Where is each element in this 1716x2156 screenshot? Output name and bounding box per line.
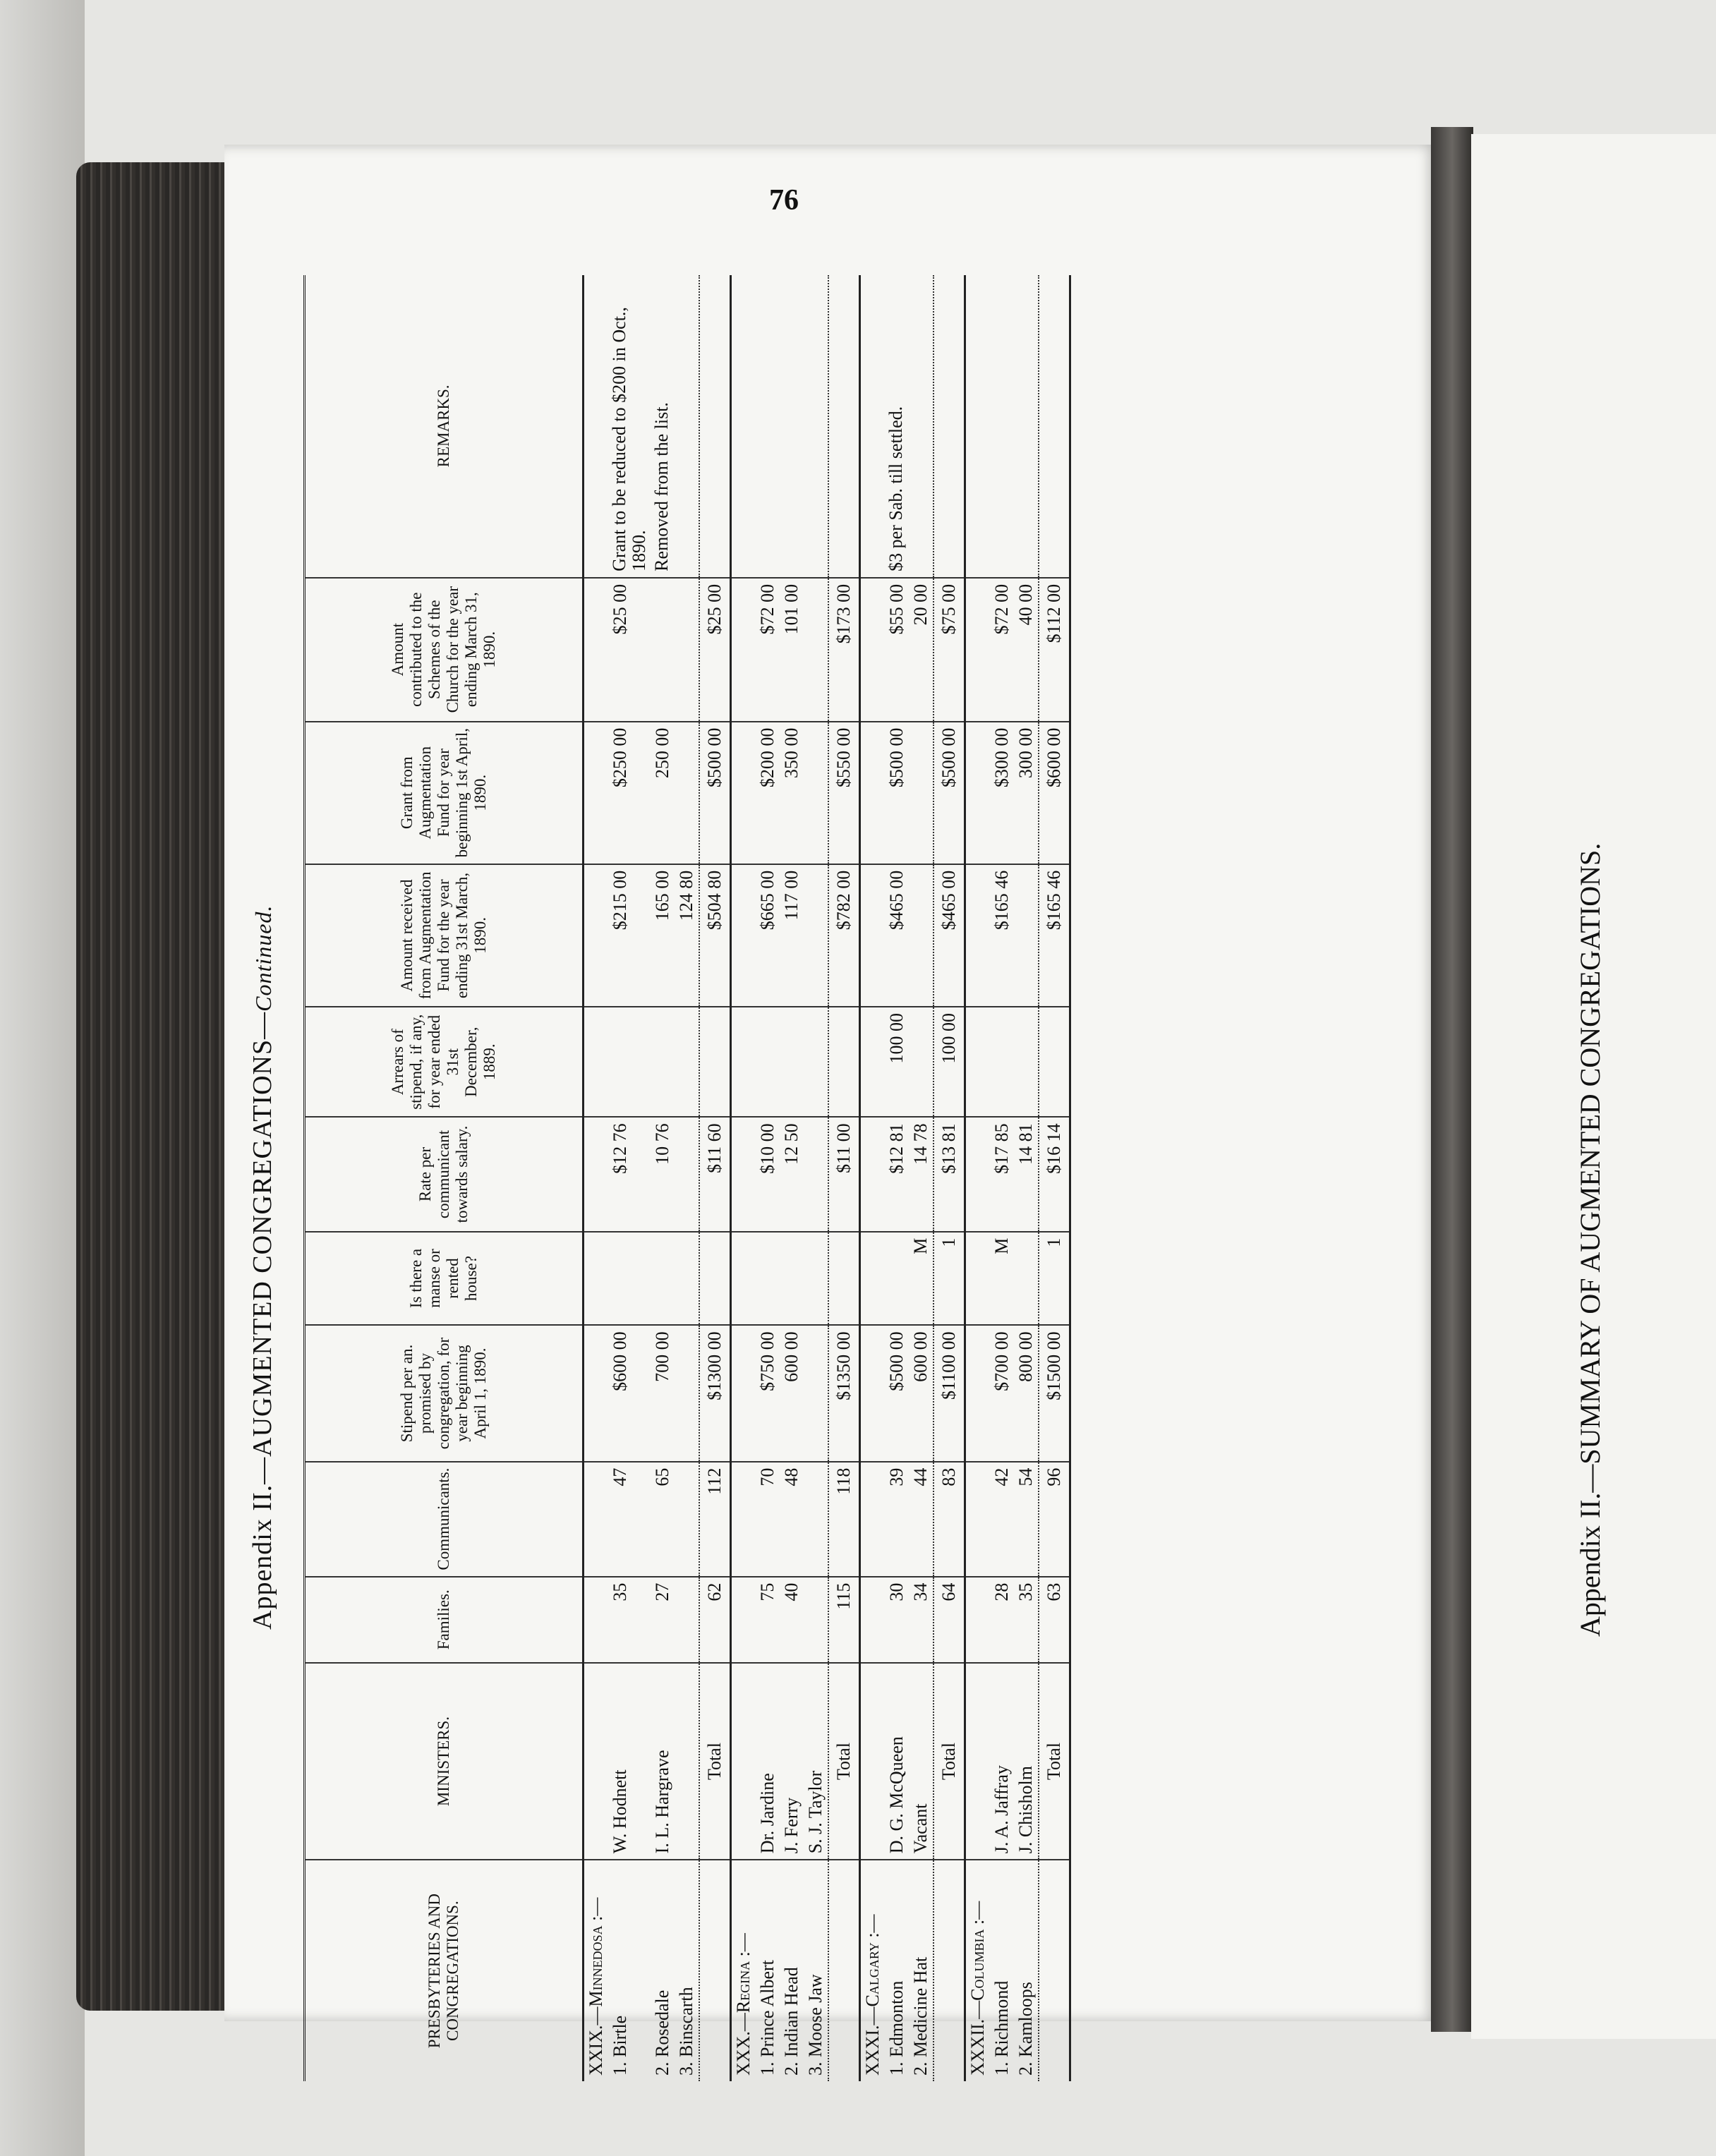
table-row bbox=[990, 275, 1014, 2081]
table-cell: 800 00 bbox=[1014, 1325, 1039, 1461]
table-cell: 40 00 bbox=[1014, 578, 1039, 722]
table-row bbox=[608, 275, 651, 2081]
empty-cell bbox=[731, 1007, 756, 1117]
rotated-table-region bbox=[240, 275, 1369, 2081]
table-cell bbox=[990, 1007, 1014, 1117]
total-cell: $1100 00 bbox=[933, 1325, 965, 1461]
table-cell: 700 00 bbox=[651, 1325, 675, 1461]
total-label: Total bbox=[933, 1663, 965, 1860]
total-cell: 1 bbox=[933, 1232, 965, 1326]
empty-cell bbox=[965, 722, 991, 864]
empty-cell bbox=[965, 275, 991, 578]
table-cell: M bbox=[990, 1232, 1014, 1326]
table-cell: $12 76 bbox=[608, 1117, 651, 1231]
presbytery-row bbox=[860, 275, 886, 2081]
total-cell: 62 bbox=[699, 1577, 731, 1663]
table-cell: $250 00 bbox=[608, 722, 651, 864]
table-cell: 12 50 bbox=[780, 1117, 804, 1231]
empty-cell bbox=[584, 1232, 609, 1326]
table-cell: 300 00 bbox=[1014, 722, 1039, 864]
table-cell bbox=[780, 1007, 804, 1117]
total-cell: $173 00 bbox=[828, 578, 860, 722]
table-cell bbox=[804, 578, 828, 722]
table-cell: 14 81 bbox=[1014, 1117, 1039, 1231]
table-cell: $300 00 bbox=[990, 722, 1014, 864]
empty-cell bbox=[584, 1007, 609, 1117]
column-header: Is there a manse or rented house? bbox=[305, 1232, 584, 1326]
total-cell: 83 bbox=[933, 1462, 965, 1577]
empty-cell bbox=[860, 1577, 886, 1663]
empty-cell bbox=[965, 578, 991, 722]
table-cell: 2. Indian Head bbox=[781, 1967, 802, 2076]
table-cell: D. G. McQueen bbox=[885, 1663, 909, 1860]
table-cell bbox=[804, 722, 828, 864]
empty-cell bbox=[1039, 1860, 1070, 2081]
table-cell: Vacant bbox=[909, 1663, 933, 1860]
table-cell: 3. Binscarth bbox=[676, 1987, 696, 2076]
table-cell bbox=[675, 1007, 699, 1117]
page-number: 76 bbox=[769, 184, 799, 217]
table-cell bbox=[675, 722, 699, 864]
augmented-congregations-table bbox=[303, 275, 1071, 2081]
table-cell: 70 bbox=[756, 1462, 780, 1577]
table-cell: M bbox=[909, 1232, 933, 1326]
empty-cell bbox=[860, 1232, 886, 1326]
table-cell bbox=[1014, 1007, 1039, 1117]
table-cell: 39 bbox=[885, 1462, 909, 1577]
empty-cell bbox=[860, 1117, 886, 1231]
empty-cell bbox=[584, 578, 609, 722]
presbytery-row bbox=[965, 275, 991, 2081]
table-cell: $55 00 bbox=[885, 578, 909, 722]
empty-cell bbox=[860, 864, 886, 1007]
empty-cell bbox=[731, 1462, 756, 1577]
empty-cell bbox=[731, 275, 756, 578]
total-cell: $782 00 bbox=[828, 864, 860, 1007]
table-cell bbox=[1014, 1232, 1039, 1326]
table-cell: $665 00 bbox=[756, 864, 780, 1007]
table-cell: 1. Birtle bbox=[610, 2015, 630, 2076]
empty-cell bbox=[933, 1860, 965, 2081]
table-cell: 35 bbox=[608, 1577, 651, 1663]
total-cell: 118 bbox=[828, 1462, 860, 1577]
table-cell bbox=[909, 722, 933, 864]
empty-cell bbox=[584, 1462, 609, 1577]
table-row bbox=[909, 275, 933, 2081]
table-cell: 47 bbox=[608, 1462, 651, 1577]
table-row bbox=[675, 275, 699, 2081]
table-cell: 10 76 bbox=[651, 1117, 675, 1231]
table-cell: 75 bbox=[756, 1577, 780, 1663]
column-header: Stipend per an. promised by congregation, for year beginning April 1, 1890. bbox=[305, 1325, 584, 1461]
table-cell bbox=[675, 578, 699, 722]
table-cell bbox=[1014, 275, 1039, 578]
total-cell: $504 80 bbox=[699, 864, 731, 1007]
table-cell bbox=[780, 275, 804, 578]
presbytery-row bbox=[584, 275, 609, 2081]
table-cell bbox=[651, 1007, 675, 1117]
table-cell bbox=[675, 1663, 699, 1860]
table-cell bbox=[675, 1232, 699, 1326]
column-header: Rate per communicant towards salary. bbox=[305, 1117, 584, 1231]
table-cell: $72 00 bbox=[756, 578, 780, 722]
table-cell bbox=[675, 1462, 699, 1577]
table-cell: $465 00 bbox=[885, 864, 909, 1007]
total-cell: 1 bbox=[1039, 1232, 1070, 1326]
empty-cell bbox=[965, 1663, 991, 1860]
table-cell bbox=[651, 1232, 675, 1326]
table-cell: 1. Prince Albert bbox=[757, 1960, 778, 2076]
table-cell bbox=[675, 1117, 699, 1231]
column-header: Grant from Augmentation Fund for year beginning 1st April, 1890. bbox=[305, 722, 584, 864]
table-cell: 28 bbox=[990, 1577, 1014, 1663]
table-cell: 3. Moose Jaw bbox=[805, 1974, 826, 2076]
table-cell: 165 00 bbox=[651, 864, 675, 1007]
empty-cell bbox=[860, 1462, 886, 1577]
table-cell: 54 bbox=[1014, 1462, 1039, 1577]
table-cell: I. L. Hargrave bbox=[651, 1663, 675, 1860]
empty-cell bbox=[860, 1663, 886, 1860]
table-cell: 34 bbox=[909, 1577, 933, 1663]
table-cell: S. J. Taylor bbox=[804, 1663, 828, 1860]
table-cell: $165 46 bbox=[990, 864, 1014, 1007]
empty-cell bbox=[584, 722, 609, 864]
total-row bbox=[933, 275, 965, 2081]
table-cell: $700 00 bbox=[990, 1325, 1014, 1461]
column-header: Amount contributed to the Schemes of the Church for the year ending March 31, 1890. bbox=[305, 578, 584, 722]
empty-cell bbox=[1039, 275, 1070, 578]
presbytery-name: XXIX.—Minnedosa :— bbox=[586, 1897, 606, 2076]
table-cell bbox=[756, 1007, 780, 1117]
table-cell: Removed from the list. bbox=[651, 275, 675, 578]
empty-cell bbox=[731, 1663, 756, 1860]
total-cell: 112 bbox=[699, 1462, 731, 1577]
total-cell: 63 bbox=[1039, 1577, 1070, 1663]
table-cell bbox=[804, 1462, 828, 1577]
table-cell: 101 00 bbox=[780, 578, 804, 722]
total-row bbox=[1039, 275, 1070, 2081]
empty-cell bbox=[731, 578, 756, 722]
column-header: REMARKS. bbox=[305, 275, 584, 578]
table-cell: 1. Edmonton bbox=[886, 1980, 907, 2076]
table-cell: 600 00 bbox=[909, 1325, 933, 1461]
table-cell: 117 00 bbox=[780, 864, 804, 1007]
table-row bbox=[651, 275, 675, 2081]
total-cell: 115 bbox=[828, 1577, 860, 1663]
empty-cell bbox=[731, 1577, 756, 1663]
book-page-edges bbox=[76, 162, 228, 2011]
presbytery-name: XXX.—Regina :— bbox=[733, 1933, 754, 2076]
empty-cell bbox=[965, 1462, 991, 1577]
total-cell: $16 14 bbox=[1039, 1117, 1070, 1231]
empty-cell bbox=[860, 722, 886, 864]
table-cell: 2. Rosedale bbox=[652, 1990, 672, 2076]
total-row bbox=[828, 275, 860, 2081]
table-cell: Grant to be reduced to $200 in Oct., 1890. bbox=[608, 275, 651, 578]
total-cell bbox=[828, 1007, 860, 1117]
total-cell: $500 00 bbox=[933, 722, 965, 864]
total-cell: $112 00 bbox=[1039, 578, 1070, 722]
total-cell: 64 bbox=[933, 1577, 965, 1663]
table-cell: 65 bbox=[651, 1462, 675, 1577]
table-title-continued: Continued. bbox=[250, 904, 276, 1012]
total-cell: $11 00 bbox=[828, 1117, 860, 1231]
table-cell: $25 00 bbox=[608, 578, 651, 722]
table-cell: 40 bbox=[780, 1577, 804, 1663]
book-gutter bbox=[1431, 127, 1473, 2032]
table-cell bbox=[804, 275, 828, 578]
total-label: Total bbox=[1039, 1663, 1070, 1860]
empty-cell bbox=[584, 864, 609, 1007]
empty-cell bbox=[860, 1007, 886, 1117]
table-cell bbox=[756, 275, 780, 578]
table-cell: 350 00 bbox=[780, 722, 804, 864]
empty-cell bbox=[965, 1117, 991, 1231]
table-cell bbox=[804, 1232, 828, 1326]
table-cell bbox=[804, 1325, 828, 1461]
table-cell: $12 81 bbox=[885, 1117, 909, 1231]
table-cell bbox=[909, 1007, 933, 1117]
total-cell bbox=[699, 1007, 731, 1117]
table-cell bbox=[885, 1232, 909, 1326]
total-label: Total bbox=[699, 1663, 731, 1860]
table-cell bbox=[804, 1007, 828, 1117]
table-cell: 35 bbox=[1014, 1577, 1039, 1663]
table-cell bbox=[1014, 864, 1039, 1007]
column-header: Arrears of stipend, if any, for year ended 31st December, 1889. bbox=[305, 1007, 584, 1117]
column-header: MINISTERS. bbox=[305, 1663, 584, 1860]
empty-cell bbox=[731, 1117, 756, 1231]
table-cell: 44 bbox=[909, 1462, 933, 1577]
table-cell: 250 00 bbox=[651, 722, 675, 864]
empty-cell bbox=[933, 275, 965, 578]
empty-cell bbox=[965, 1007, 991, 1117]
total-cell: 100 00 bbox=[933, 1007, 965, 1117]
column-header: PRESBYTERIES AND CONGREGATIONS. bbox=[305, 1860, 584, 2081]
column-header: Communicants. bbox=[305, 1462, 584, 1577]
table-row bbox=[804, 275, 828, 2081]
table-cell bbox=[608, 1232, 651, 1326]
table-cell bbox=[675, 1325, 699, 1461]
total-cell bbox=[699, 1232, 731, 1326]
table-cell: $200 00 bbox=[756, 722, 780, 864]
table-body bbox=[584, 275, 1070, 2081]
table-cell bbox=[780, 1232, 804, 1326]
table-cell bbox=[909, 864, 933, 1007]
column-header: Families. bbox=[305, 1577, 584, 1663]
empty-cell bbox=[731, 1325, 756, 1461]
table-cell bbox=[756, 1232, 780, 1326]
presbytery-name: XXXII.—Columbia :— bbox=[967, 1901, 988, 2076]
table-cell: J. Chisholm bbox=[1014, 1663, 1039, 1860]
empty-cell bbox=[965, 1325, 991, 1461]
empty-cell bbox=[584, 1117, 609, 1231]
table-cell: 48 bbox=[780, 1462, 804, 1577]
empty-cell bbox=[860, 578, 886, 722]
total-cell: $75 00 bbox=[933, 578, 965, 722]
table-cell bbox=[804, 1117, 828, 1231]
table-row bbox=[885, 275, 909, 2081]
total-cell: $1350 00 bbox=[828, 1325, 860, 1461]
empty-cell bbox=[828, 1860, 860, 2081]
empty-cell bbox=[584, 1325, 609, 1461]
right-page-title: Appendix II.—SUMMARY OF AUGMENTED CONGREGATIONS. bbox=[1574, 842, 1606, 1637]
total-cell: 96 bbox=[1039, 1462, 1070, 1577]
table-cell: 20 00 bbox=[909, 578, 933, 722]
total-cell: $1500 00 bbox=[1039, 1325, 1070, 1461]
empty-cell bbox=[860, 1325, 886, 1461]
table-cell: $500 00 bbox=[885, 1325, 909, 1461]
total-cell bbox=[1039, 1007, 1070, 1117]
empty-cell bbox=[731, 1232, 756, 1326]
table-cell: $10 00 bbox=[756, 1117, 780, 1231]
table-cell bbox=[675, 275, 699, 578]
table-row bbox=[780, 275, 804, 2081]
book-spine-shadow bbox=[0, 0, 85, 2156]
table-cell: $3 per Sab. till settled. bbox=[885, 275, 909, 578]
presbytery-row bbox=[731, 275, 756, 2081]
table-cell: 14 78 bbox=[909, 1117, 933, 1231]
total-label: Total bbox=[828, 1663, 860, 1860]
column-header: Amount received from Augmentation Fund for the year ending 31st March, 1890. bbox=[305, 864, 584, 1007]
empty-cell bbox=[965, 864, 991, 1007]
total-cell: $25 00 bbox=[699, 578, 731, 722]
table-cell: $215 00 bbox=[608, 864, 651, 1007]
empty-cell bbox=[965, 1577, 991, 1663]
table-cell: $72 00 bbox=[990, 578, 1014, 722]
table-cell: $750 00 bbox=[756, 1325, 780, 1461]
total-cell: $550 00 bbox=[828, 722, 860, 864]
table-cell: 42 bbox=[990, 1462, 1014, 1577]
total-cell: $465 00 bbox=[933, 864, 965, 1007]
table-cell bbox=[804, 1577, 828, 1663]
table-cell: J. Ferry bbox=[780, 1663, 804, 1860]
total-cell: $13 81 bbox=[933, 1117, 965, 1231]
empty-cell bbox=[731, 864, 756, 1007]
table-cell bbox=[909, 275, 933, 578]
table-header-row bbox=[305, 275, 584, 2081]
total-row bbox=[699, 275, 731, 2081]
table-cell: 2. Kamloops bbox=[1015, 1982, 1036, 2076]
table-cell: 124 80 bbox=[675, 864, 699, 1007]
total-cell: $500 00 bbox=[699, 722, 731, 864]
table-cell: 2. Medicine Hat bbox=[910, 1956, 931, 2076]
empty-cell bbox=[584, 275, 609, 578]
total-cell: $1300 00 bbox=[699, 1325, 731, 1461]
table-cell: 27 bbox=[651, 1577, 675, 1663]
empty-cell bbox=[699, 275, 731, 578]
table-cell: $500 00 bbox=[885, 722, 909, 864]
presbytery-name: XXXI.—Calgary :— bbox=[862, 1914, 883, 2076]
table-cell bbox=[990, 275, 1014, 578]
table-title-main: Appendix II.—AUGMENTED CONGREGATIONS— bbox=[248, 1011, 277, 1630]
table-cell: Dr. Jardine bbox=[756, 1663, 780, 1860]
empty-cell bbox=[584, 1663, 609, 1860]
empty-cell bbox=[860, 275, 886, 578]
total-cell: $11 60 bbox=[699, 1117, 731, 1231]
table-cell bbox=[675, 1577, 699, 1663]
table-cell: 100 00 bbox=[885, 1007, 909, 1117]
empty-cell bbox=[828, 275, 860, 578]
total-cell: $600 00 bbox=[1039, 722, 1070, 864]
table-cell: $17 85 bbox=[990, 1117, 1014, 1231]
table-cell: 600 00 bbox=[780, 1325, 804, 1461]
empty-cell bbox=[731, 722, 756, 864]
table-cell: J. A. Jaffray bbox=[990, 1663, 1014, 1860]
table-row bbox=[756, 275, 780, 2081]
table-cell bbox=[651, 578, 675, 722]
table-cell: 1. Richmond bbox=[991, 1980, 1012, 2076]
table-cell bbox=[804, 864, 828, 1007]
table-cell bbox=[608, 1007, 651, 1117]
total-cell bbox=[828, 1232, 860, 1326]
table-row bbox=[1014, 275, 1039, 2081]
empty-cell bbox=[699, 1860, 731, 2081]
table-title bbox=[247, 905, 278, 1630]
table-cell: $600 00 bbox=[608, 1325, 651, 1461]
table-cell: W. Hodnett bbox=[608, 1663, 651, 1860]
empty-cell bbox=[965, 1232, 991, 1326]
total-cell: $165 46 bbox=[1039, 864, 1070, 1007]
empty-cell bbox=[584, 1577, 609, 1663]
table-cell: 30 bbox=[885, 1577, 909, 1663]
